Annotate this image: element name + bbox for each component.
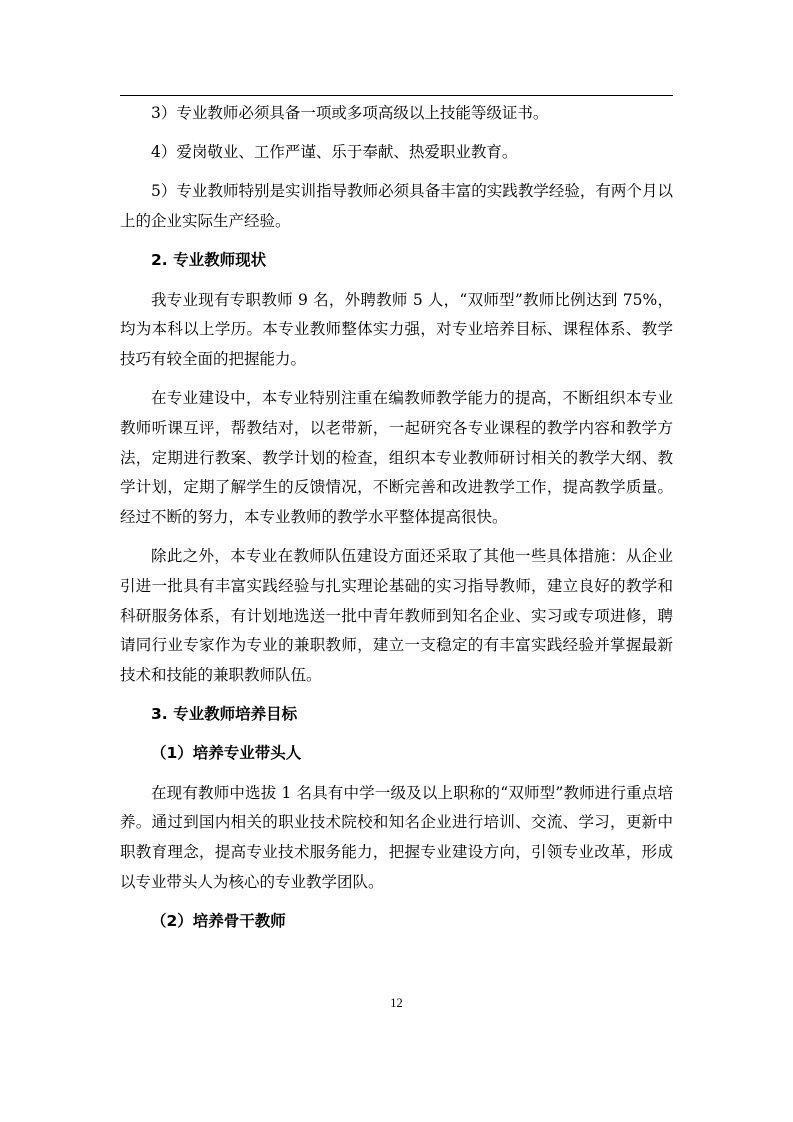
section-heading-teacher-status: 2. 专业教师现状	[151, 251, 267, 270]
page-body	[120, 99, 673, 937]
body-paragraph: 除此之外，本专业在教师队伍建设方面还采取了其他一些具体措施：从企业引进一批具有丰富实践经验与扎实理论基础的实习指导教师，建立良好的教学和科研服务体系，有计划地选送一批中青年教师到知名企业、实习或专项进修，聘请同行业专家作为专业的兼职教师，建立一支稳定的有丰富实践经验并掌握最新技术和技能的兼职教师队伍。	[120, 547, 673, 684]
header-rule	[120, 95, 673, 96]
subheading-lead-teacher: （1）培养专业带头人	[151, 744, 302, 763]
section-heading-training-goals: 3. 专业教师培养目标	[151, 705, 298, 724]
body-paragraph: 在专业建设中，本专业特别注重在编教师教学能力的提高，不断组织本专业教师听课互评，帮教结对，以老带新，一起研究各专业课程的教学内容和教学方法，定期进行教案、教学计划的检查，组织本专业教师研讨相关的教学大纲、教学计划，定期了解学生的反馈情况，不断完善和改进教学工作，提高教学质量。经过不断的努力，本专业教师的教学水平整体提高很快。	[120, 389, 673, 526]
requirement-item-4: 4）爱岗敬业、工作严谨、乐于奉献、热爱职业教育。	[151, 143, 518, 162]
body-paragraph: 在现有教师中选拔 1 名具有中学一级及以上职称的“双师型”教师进行重点培养。通过到国内相关的职业技术院校和知名企业进行培训、交流、学习，更新中职教育理念，提高专业技术服务能力，把握专业建设方向，引领专业改革，形成以专业带头人为核心的专业教学团队。	[120, 783, 673, 891]
page-number: 12	[390, 996, 403, 1010]
body-paragraph: 我专业现有专职教师 9 名，外聘教师 5 人，“双师型”教师比例达到 75%，均为本科以上学历。本专业教师整体实力强，对专业培养目标、课程体系、教学技巧有较全面的把握能力。	[120, 290, 673, 368]
requirement-item-3: 3）专业教师必须具备一项或多项高级以上技能等级证书。	[151, 104, 549, 122]
subheading-key-teachers: （2）培养骨干教师	[151, 911, 286, 930]
requirement-item-5: 5）专业教师特别是实训指导教师必须具备丰富的实践教学经验，有两个月以上的企业实际生产经验。	[120, 182, 673, 231]
